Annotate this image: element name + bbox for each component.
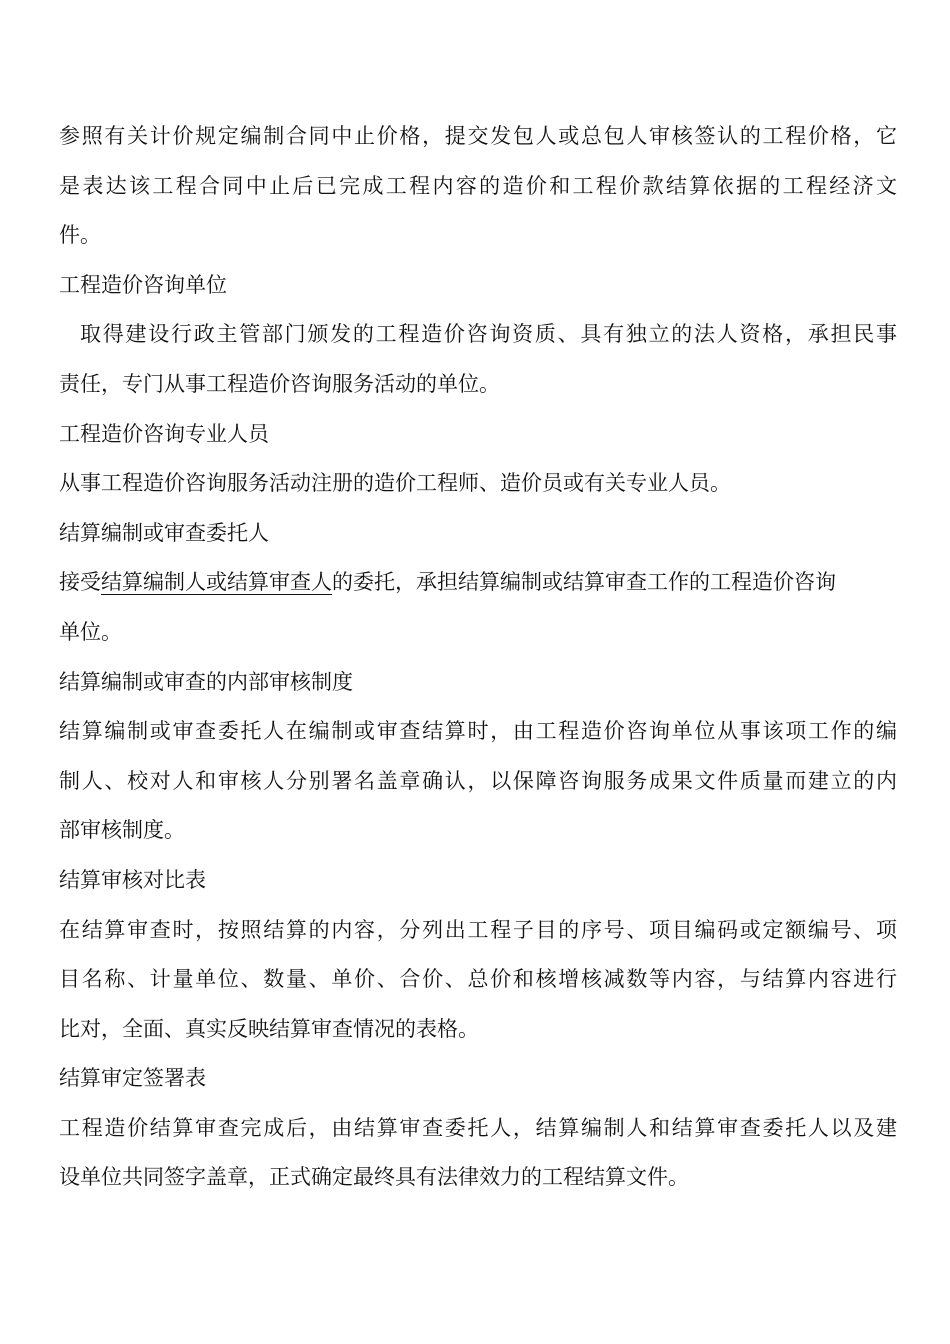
paragraph-line: 从事工程造价咨询服务活动注册的造价工程师、造价员或有关专业人员。 bbox=[59, 471, 731, 496]
term-heading: 工程造价咨询单位 bbox=[59, 272, 227, 297]
term-heading: 结算审核对比表 bbox=[59, 867, 206, 892]
paragraph-line: 单位。 bbox=[59, 619, 122, 644]
paragraph-line: 是表达该工程合同中止后已完成工程内容的造价和工程价款结算依据的工程经济文 bbox=[59, 173, 897, 198]
term-heading: 工程造价咨询专业人员 bbox=[59, 421, 269, 446]
paragraph-line: 参照有关计价规定编制合同中止价格，提交发包人或总包人审核签认的工程价格，它 bbox=[59, 124, 897, 148]
text-segment: 接受 bbox=[59, 570, 101, 595]
paragraph-line: 取得建设行政主管部门颁发的工程造价咨询资质、具有独立的法人资格，承担民事 bbox=[80, 322, 897, 347]
paragraph-line: 目名称、计量单位、数量、单价、合价、总价和核增核减数等内容，与结算内容进行 bbox=[59, 967, 897, 992]
text-segment: 的委托，承担结算编制或结算审查工作的工程造价咨询 bbox=[332, 570, 836, 595]
paragraph-line: 部审核制度。 bbox=[59, 818, 185, 843]
paragraph-line: 责任，专门从事工程造价咨询服务活动的单位。 bbox=[59, 371, 500, 396]
paragraph-line: 比对，全面、真实反映结算审查情况的表格。 bbox=[59, 1016, 479, 1041]
paragraph-line: 结算编制或审查委托人在编制或审查结算时，由工程造价咨询单位从事该项工作的编 bbox=[59, 719, 897, 744]
paragraph-line: 在结算审查时，按照结算的内容，分列出工程子目的序号、项目编码或定额编号、项 bbox=[59, 917, 897, 942]
underlined-text: 结算编制人或结算审查人 bbox=[101, 570, 332, 595]
term-heading: 结算审定签署表 bbox=[59, 1066, 206, 1091]
document-body bbox=[59, 112, 897, 1203]
paragraph-line: 件。 bbox=[59, 223, 101, 248]
paragraph-line: 设单位共同签字盖章，正式确定最终具有法律效力的工程结算文件。 bbox=[59, 1165, 689, 1190]
term-heading: 结算编制或审查的内部审核制度 bbox=[59, 669, 353, 694]
paragraph-line: 工程造价结算审查完成后，由结算审查委托人，结算编制人和结算审查委托人以及建 bbox=[59, 1115, 897, 1140]
paragraph-line bbox=[59, 558, 897, 608]
term-heading: 结算编制或审查委托人 bbox=[59, 520, 269, 545]
paragraph-line: 制人、校对人和审核人分别署名盖章确认，以保障咨询服务成果文件质量而建立的内 bbox=[59, 768, 897, 793]
